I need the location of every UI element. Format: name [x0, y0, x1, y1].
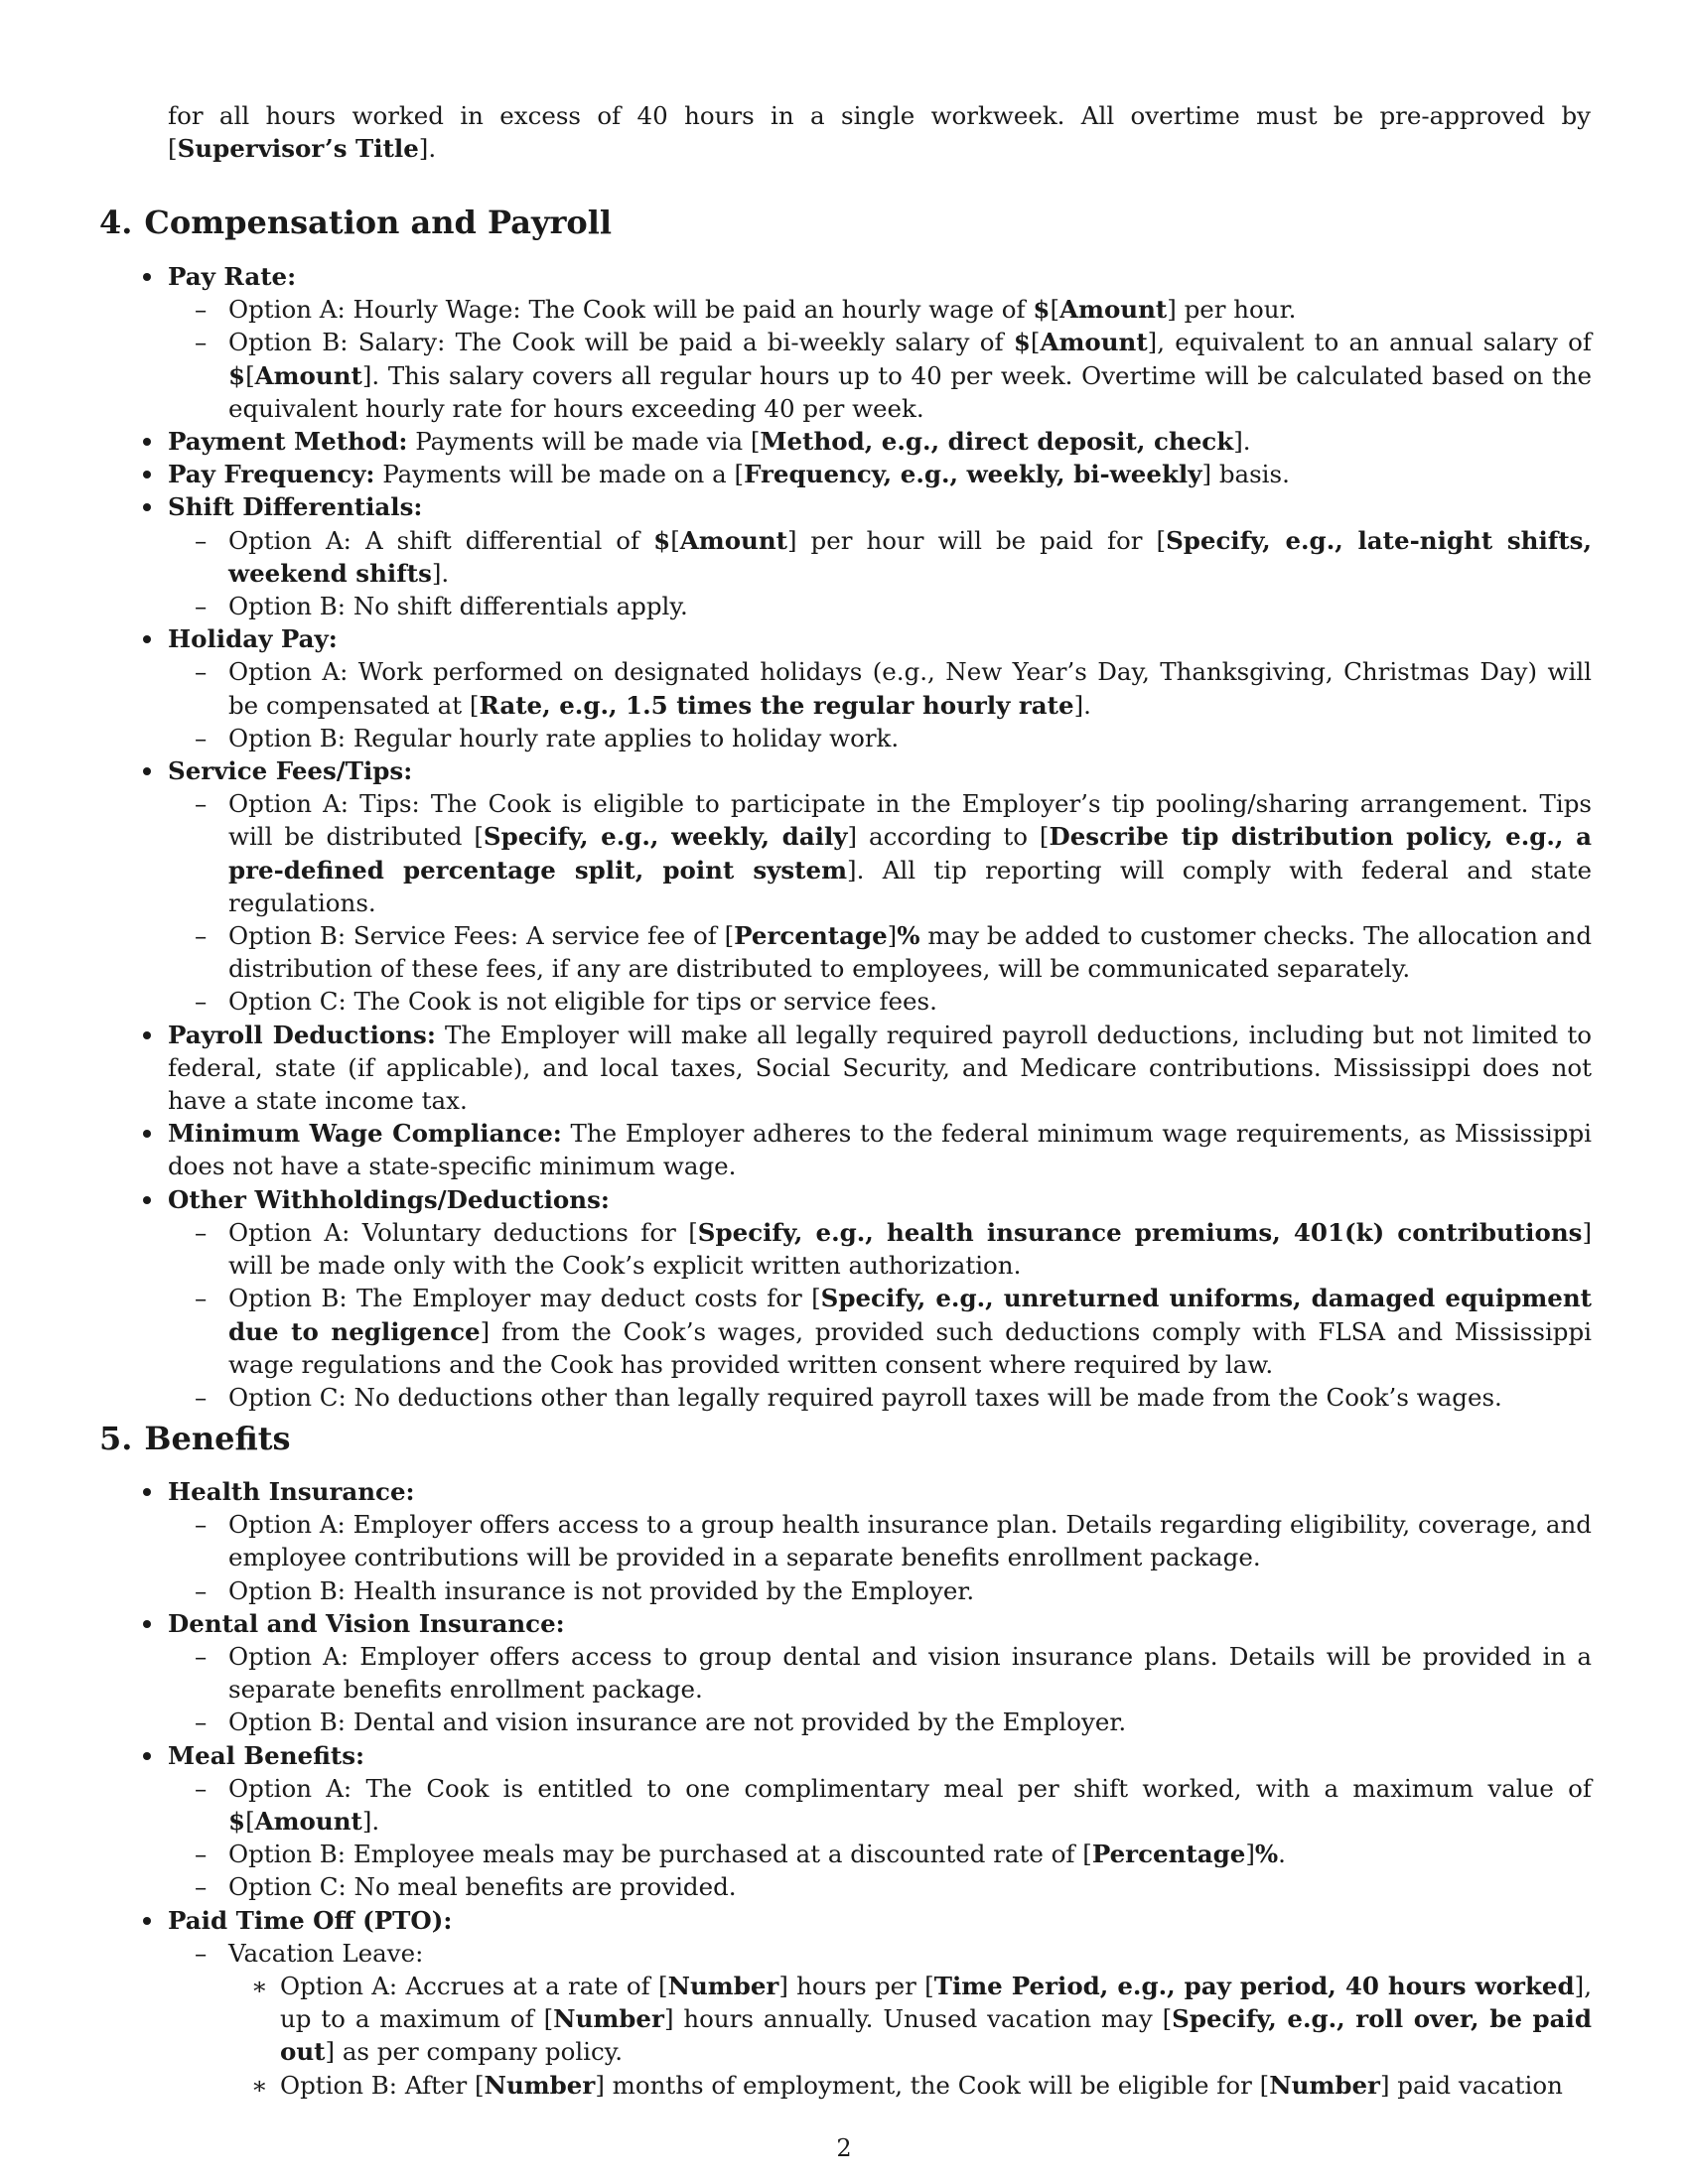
section-5-list: [139, 1475, 1592, 2102]
dash-icon: –: [195, 921, 208, 951]
dash-icon: –: [195, 328, 208, 357]
placeholder-field: Amount: [254, 360, 362, 390]
text-run: Option C: The Cook is not eligible for tips or service fees.: [228, 987, 937, 1017]
dash-icon: –: [195, 1773, 208, 1803]
list-item-dental-vision: [139, 1607, 1592, 1739]
text-run: [: [245, 360, 255, 390]
dash-icon: –: [195, 525, 208, 555]
list-item-other-withholdings: [139, 1183, 1592, 1414]
placeholder-field: Method, e.g., direct deposit, check: [760, 427, 1234, 457]
list-item-payroll-deductions: [139, 1019, 1592, 1118]
item-label: Pay Frequency:: [168, 460, 375, 489]
option-a: [168, 293, 1592, 326]
vacation-option-a: [168, 1970, 1592, 2069]
placeholder-field: Number: [667, 1972, 779, 2001]
placeholder-field: Number: [1269, 2070, 1380, 2100]
list-item-minimum-wage: [139, 1117, 1592, 1182]
option-c: [168, 985, 1592, 1018]
dash-icon: –: [195, 723, 208, 752]
list-item-pay-rate: [139, 260, 1592, 425]
text-run: Option B: No shift differentials apply.: [228, 592, 688, 621]
dash-icon: –: [195, 987, 208, 1017]
dash-icon: –: [195, 1284, 208, 1313]
text-run: may be added to customer checks. The allocation and distribution of these fees, if any are distributed to employees, will be communicated separately.: [228, 921, 1593, 984]
option-c: [168, 1870, 1592, 1903]
placeholder-field: Percentage: [734, 921, 888, 951]
text-run: ].: [1233, 427, 1251, 457]
text-run: Option A: The Cook is entitled to one complimentary meal per shift worked, with a maximum value of: [228, 1773, 1592, 1803]
placeholder-field: Time Period, e.g., pay period, 40 hours worked: [933, 1972, 1575, 2001]
text-run: .: [1278, 1840, 1286, 1869]
text-run: Option A: Employer offers access to group dental and vision insurance plans. Details will be provided in a separate benefits enrollment package.: [228, 1642, 1592, 1705]
text-run: ]: [1245, 1840, 1255, 1869]
item-label: Payroll Deductions:: [168, 1020, 436, 1049]
dash-icon: –: [195, 1642, 208, 1672]
option-b: [168, 919, 1592, 985]
placeholder-field: Amount: [1040, 328, 1148, 357]
text-run: Payments will be made via [: [407, 427, 761, 457]
item-label: Paid Time Off (PTO):: [168, 1905, 453, 1935]
text-run: ], equivalent to an annual salary of: [1147, 328, 1592, 357]
text-run: ] per hour.: [1167, 295, 1297, 325]
text-run: ] hours annually. Unused vacation may [: [663, 2004, 1173, 2034]
item-label: Minimum Wage Compliance:: [168, 1119, 562, 1149]
text-run: Option A: Employer offers access to a group health insurance plan. Details regarding eligibility, coverage, and employee contributions will be provided in a separate benefits enrollment package.: [228, 1510, 1592, 1572]
item-label: Other Withholdings/Deductions:: [168, 1184, 610, 1214]
option-b: [168, 1706, 1592, 1738]
placeholder-field: Frequency, e.g., weekly, bi-weekly: [744, 460, 1202, 489]
dash-icon: –: [195, 1840, 208, 1869]
option-a: [168, 1508, 1592, 1573]
vacation-option-b: [168, 2069, 1592, 2102]
option-a: [168, 524, 1592, 590]
item-label: Pay Rate:: [168, 262, 297, 291]
text-run: ] will be made only with the Cook’s explicit written authorization.: [228, 1217, 1592, 1281]
dash-icon: –: [195, 657, 208, 687]
text-run: ].: [361, 1807, 380, 1837]
dash-icon: –: [195, 295, 208, 325]
text-run: Option A: Accrues at a rate of [: [280, 1972, 668, 2001]
dash-icon: –: [195, 1217, 208, 1247]
section-4-list: [139, 260, 1592, 1414]
text-run: ].: [1073, 690, 1091, 720]
placeholder-field: Specify, e.g., late-night shifts, weekend shifts: [228, 525, 1592, 588]
section-4-heading: [99, 203, 612, 242]
asterisk-icon: ∗: [251, 2070, 268, 2100]
text-run: Option A: A shift differential of: [228, 525, 654, 555]
placeholder-field: Amount: [254, 1807, 362, 1837]
intro-paragraph: [168, 99, 1591, 165]
section-title: Benefits: [144, 1420, 291, 1457]
item-label: Health Insurance:: [168, 1477, 415, 1506]
placeholder-field: Number: [553, 2004, 664, 2034]
text-run: Option B: The Employer may deduct costs for [: [228, 1284, 821, 1313]
text-run: The Employer adheres to the federal minimum wage requirements, as Mississippi does not have a state-specific minimum wage.: [168, 1119, 1592, 1181]
list-item-health-insurance: [139, 1475, 1592, 1607]
placeholder-field: Percentage: [1091, 1840, 1246, 1869]
section-title: Compensation and Payroll: [144, 204, 613, 241]
placeholder-field: Specify, e.g., unreturned uniforms, damaged equipment due to negligence: [228, 1284, 1592, 1346]
text-run: Option B: Dental and vision insurance are not provided by the Employer.: [228, 1707, 1127, 1737]
text-run: ] per hour will be paid for [: [786, 525, 1167, 555]
text-run: ]. This salary covers all regular hours up to 40 per week. Overtime will be calculated based on the equivalent hourly rate for hours exceeding 40 per week.: [228, 360, 1592, 423]
text-run: ] basis.: [1201, 460, 1290, 489]
option-a: [168, 787, 1592, 919]
text-run: %: [897, 921, 920, 951]
item-label: Meal Benefits:: [168, 1740, 365, 1770]
placeholder-field: Amount: [1059, 295, 1168, 325]
placeholder-field: Amount: [679, 525, 787, 555]
text-run: [: [670, 525, 680, 555]
placeholder-field: Rate, e.g., 1.5 times the regular hourly rate: [479, 690, 1074, 720]
page-number: 2: [836, 2134, 852, 2162]
text-run: Option B: Salary: The Cook will be paid a bi-weekly salary of: [228, 328, 1014, 357]
text-run: $: [653, 525, 671, 555]
option-b: [168, 1574, 1592, 1607]
list-item-shift-differentials: [139, 490, 1592, 622]
item-label: Dental and Vision Insurance:: [168, 1608, 565, 1638]
placeholder-field: Specify, e.g., health insurance premiums, 401(k) contributions: [697, 1217, 1583, 1247]
list-item-meal-benefits: [139, 1739, 1592, 1904]
placeholder-field: Specify, e.g., weekly, daily: [483, 822, 848, 852]
text-run: Option A: Voluntary deductions for [: [228, 1217, 698, 1247]
dash-icon: –: [195, 1707, 208, 1737]
dash-icon: –: [195, 789, 208, 819]
list-item-paid-time-off: [139, 1904, 1592, 2102]
text-run: Option A: Hourly Wage: The Cook will be paid an hourly wage of: [228, 295, 1034, 325]
text-run: Option B: Regular hourly rate applies to holiday work.: [228, 723, 900, 752]
item-label: Holiday Pay:: [168, 624, 338, 654]
text-run: $: [1033, 295, 1051, 325]
item-label: Payment Method:: [168, 427, 408, 457]
text-run: ] months of employment, the Cook will be eligible for [: [595, 2070, 1270, 2100]
option-a: [168, 1772, 1592, 1838]
list-item-holiday-pay: [139, 622, 1592, 754]
text-run: Option B: After [: [280, 2070, 485, 2100]
item-label: Shift Differentials:: [168, 492, 423, 522]
option-b: [168, 590, 1592, 622]
text-run: Option A: Work performed on designated holidays (e.g., New Year’s Day, Thanksgiving, Christmas Day) will be compensated at [: [228, 657, 1592, 720]
text-run: [: [245, 1807, 255, 1837]
text-run: ] as per company policy.: [325, 2037, 624, 2067]
text-run: ] according to [: [847, 822, 1050, 852]
vacation-leave: [168, 1937, 1592, 1970]
option-b: [168, 1282, 1592, 1381]
text-run: $: [228, 1807, 246, 1837]
text-run: The Employer will make all legally required payroll deductions, including but not limited to federal, state (if applicable), and local taxes, Social Security, and Medicare contributions. Mississippi does not have a state income tax.: [168, 1020, 1592, 1116]
list-item-payment-method: [139, 425, 1592, 458]
dash-icon: –: [195, 592, 208, 621]
text-run: for all hours worked in excess of 40 hours in a single workweek. All overtime must be pre-approved by [: [168, 101, 1591, 164]
text-run: ]: [887, 921, 898, 951]
dash-icon: –: [195, 1872, 208, 1902]
option-c: [168, 1381, 1592, 1414]
text-run: [: [1050, 295, 1060, 325]
section-number: 5.: [99, 1420, 133, 1457]
section-number: 4.: [99, 204, 133, 241]
text-run: Option B: Health insurance is not provided by the Employer.: [228, 1575, 975, 1605]
placeholder-field: Supervisor’s Title: [177, 134, 419, 164]
text-run: ]. All tip reporting will comply with federal and state regulations.: [228, 855, 1593, 917]
section-5-heading: [99, 1419, 291, 1458]
list-item-pay-frequency: [139, 458, 1592, 490]
text-run: ] from the Cook’s wages, provided such deductions comply with FLSA and Mississippi wage regulations and the Cook has provided written consent where required by law.: [228, 1316, 1592, 1379]
placeholder-field: Specify, e.g., roll over, be paid out: [280, 2004, 1592, 2067]
text-run: Payments will be made on a [: [374, 460, 745, 489]
text-run: $: [228, 360, 246, 390]
option-b: [168, 722, 1592, 754]
text-run: ] paid vacation: [1379, 2070, 1563, 2100]
item-label: Service Fees/Tips:: [168, 756, 413, 786]
text-run: Vacation Leave:: [228, 1938, 424, 1968]
text-run: ] hours per [: [778, 1972, 934, 2001]
placeholder-field: Number: [484, 2070, 596, 2100]
text-run: Option A: Tips: The Cook is eligible to participate in the Employer’s tip pooling/sharing arrangement. Tips will be distributed [: [228, 789, 1592, 852]
list-item-service-fees-tips: [139, 754, 1592, 1019]
dash-icon: –: [195, 1575, 208, 1605]
dash-icon: –: [195, 1938, 208, 1968]
text-run: ].: [431, 558, 450, 588]
text-run: Option B: Employee meals may be purchased at a discounted rate of [: [228, 1840, 1092, 1869]
dash-icon: –: [195, 1510, 208, 1540]
text-run: [: [1030, 328, 1041, 357]
option-b: [168, 326, 1592, 425]
text-run: Option B: Service Fees: A service fee of [: [228, 921, 735, 951]
dash-icon: –: [195, 1382, 208, 1412]
text-run: ].: [418, 134, 437, 164]
text-run: Option C: No deductions other than legally required payroll taxes will be made from the Cook’s wages.: [228, 1382, 1502, 1412]
text-run: %: [1254, 1840, 1279, 1869]
asterisk-icon: ∗: [251, 1972, 268, 2001]
option-a: [168, 655, 1592, 721]
placeholder-field: Describe tip distribution policy, e.g., a pre-defined percentage split, point system: [228, 822, 1592, 885]
option-b: [168, 1838, 1592, 1870]
option-a: [168, 1216, 1592, 1282]
text-run: ], up to a maximum of [: [280, 1972, 1592, 2034]
text-run: $: [1013, 328, 1031, 357]
text-run: Option C: No meal benefits are provided.: [228, 1872, 737, 1902]
option-a: [168, 1640, 1592, 1706]
